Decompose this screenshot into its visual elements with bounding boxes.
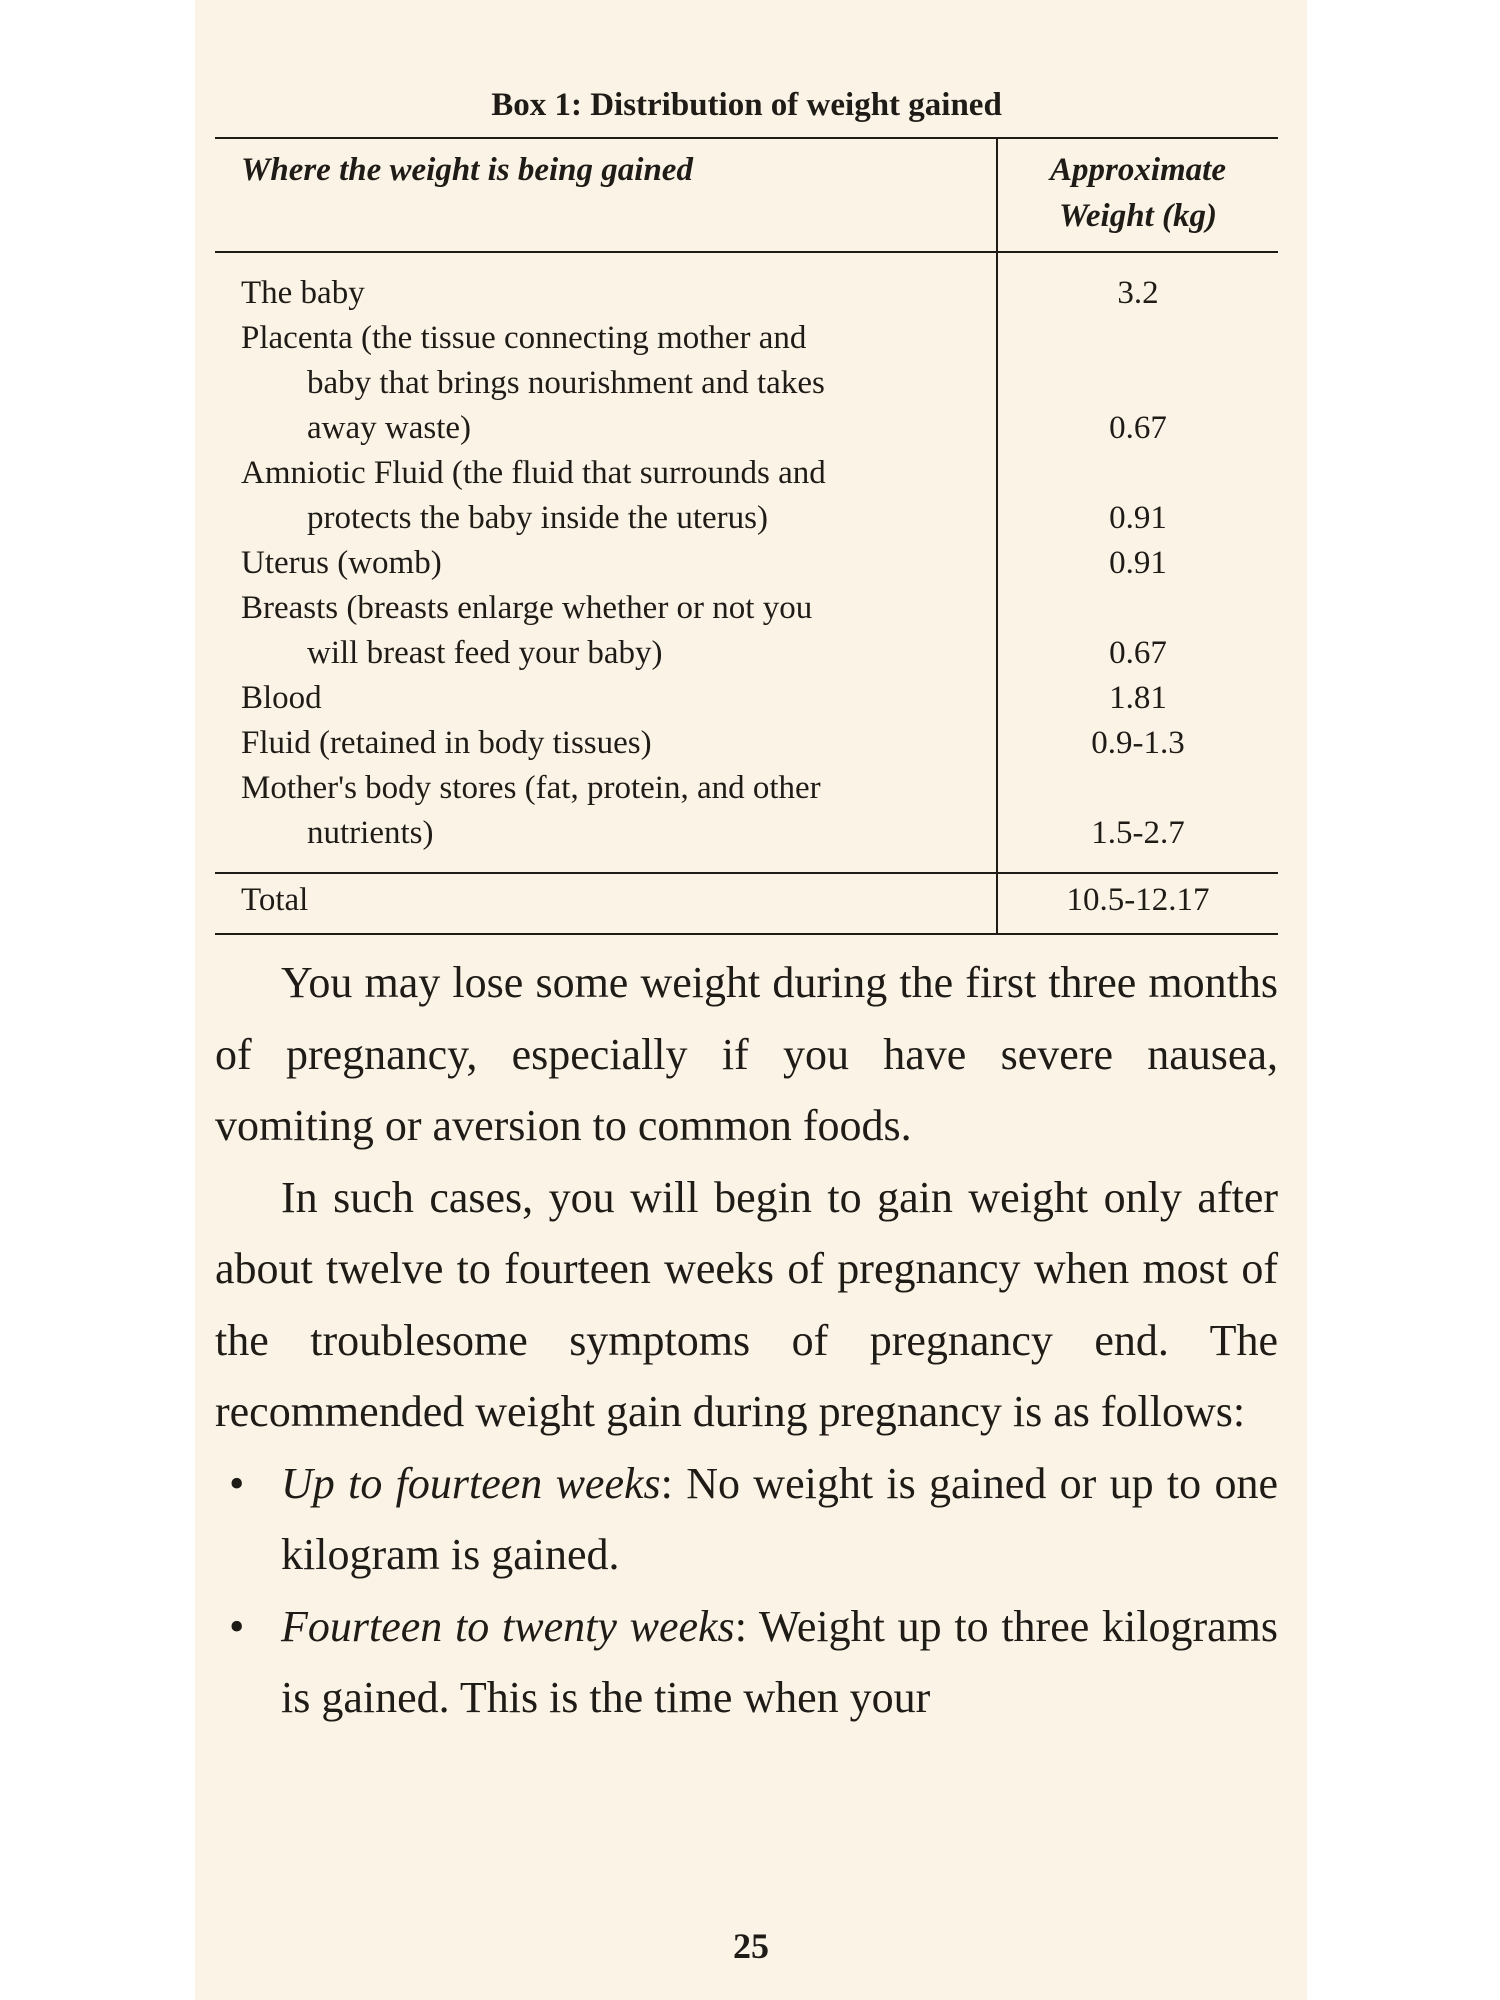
row-item-line: away waste) [307, 410, 472, 446]
book-page [195, 0, 1307, 2000]
page-content [215, 85, 1278, 1734]
row-item-line: protects the baby inside the uterus) [307, 500, 768, 536]
paragraph-weight-gain: In such cases, you will begin to gain weight only after about twelve to fourteen weeks of pregnancy when most of the troublesome symptoms of pregnancy end. The recommended weight gain during pregnancy is as follows: [215, 1172, 1278, 1436]
bullet-icon: • [229, 1601, 245, 1651]
list-item-term: Fourteen to twenty weeks [281, 1601, 735, 1651]
table-row [215, 252, 1278, 316]
page-number: 25 [733, 1926, 769, 1966]
row-weight: 1.5-2.7 [997, 766, 1278, 873]
table-row [215, 766, 1278, 873]
total-label: Total [241, 882, 309, 918]
row-item-line: Placenta (the tissue connecting mother and [241, 320, 807, 356]
row-item-line: Uterus (womb) [241, 545, 442, 581]
list-item-text: : No weight is gained or up to one kilogram is gained. [281, 1458, 1278, 1579]
header-weight-line1: Approximate [1049, 152, 1226, 188]
row-item [215, 451, 997, 541]
recommended-gain-list [215, 1448, 1278, 1734]
table-row [215, 316, 1278, 451]
row-weight: 1.81 [997, 676, 1278, 721]
row-item-line: nutrients) [307, 815, 434, 851]
row-weight: 0.67 [997, 316, 1278, 451]
header-weight [997, 138, 1278, 252]
row-weight: 0.91 [997, 541, 1278, 586]
row-weight: 0.91 [997, 451, 1278, 541]
row-item-line: Breasts (breasts enlarge whether or not you [241, 590, 813, 626]
row-item-line: Blood [241, 680, 322, 716]
row-item-line: Mother's body stores (fat, protein, and other [241, 770, 821, 806]
row-item-line: The baby [241, 275, 365, 311]
row-item-line: Amniotic Fluid (the fluid that surrounds and [241, 455, 826, 491]
row-item-line: Fluid (retained in body tissues) [241, 725, 652, 761]
table-row [215, 721, 1278, 766]
row-item-line: will breast feed your baby) [307, 635, 663, 671]
row-item [215, 252, 997, 316]
row-item [215, 586, 997, 676]
list-item-term: Up to fourteen weeks [281, 1458, 661, 1508]
header-where: Where the weight is being gained [241, 152, 693, 188]
row-item [215, 721, 997, 766]
total-weight: 10.5-12.17 [997, 873, 1278, 934]
row-weight: 0.9-1.3 [997, 721, 1278, 766]
table-header-row [215, 138, 1278, 252]
list-item-text: : Weight up to three kilograms is gained. This is the time when your [281, 1601, 1278, 1722]
row-item [215, 316, 997, 451]
row-item [215, 676, 997, 721]
list-item [215, 1448, 1278, 1591]
header-weight-line2: Weight (kg) [1059, 198, 1217, 234]
table-row [215, 541, 1278, 586]
row-item [215, 541, 997, 586]
paragraph-weight-loss: You may lose some weight during the first three months of pregnancy, especially if you have severe nausea, vomiting or aversion to common foods. [215, 958, 1278, 1150]
bullet-icon: • [229, 1458, 245, 1508]
table-row [215, 451, 1278, 541]
total-row [215, 873, 1278, 934]
row-item-line: baby that brings nourishment and takes [307, 365, 825, 401]
row-weight: 0.67 [997, 586, 1278, 676]
list-item [215, 1591, 1278, 1734]
table-body [215, 252, 1278, 873]
weight-distribution-table [215, 137, 1278, 935]
table-row [215, 676, 1278, 721]
row-weight: 3.2 [997, 252, 1278, 316]
table-row [215, 586, 1278, 676]
row-item [215, 766, 997, 873]
box-title: Box 1: Distribution of weight gained [491, 87, 1002, 123]
